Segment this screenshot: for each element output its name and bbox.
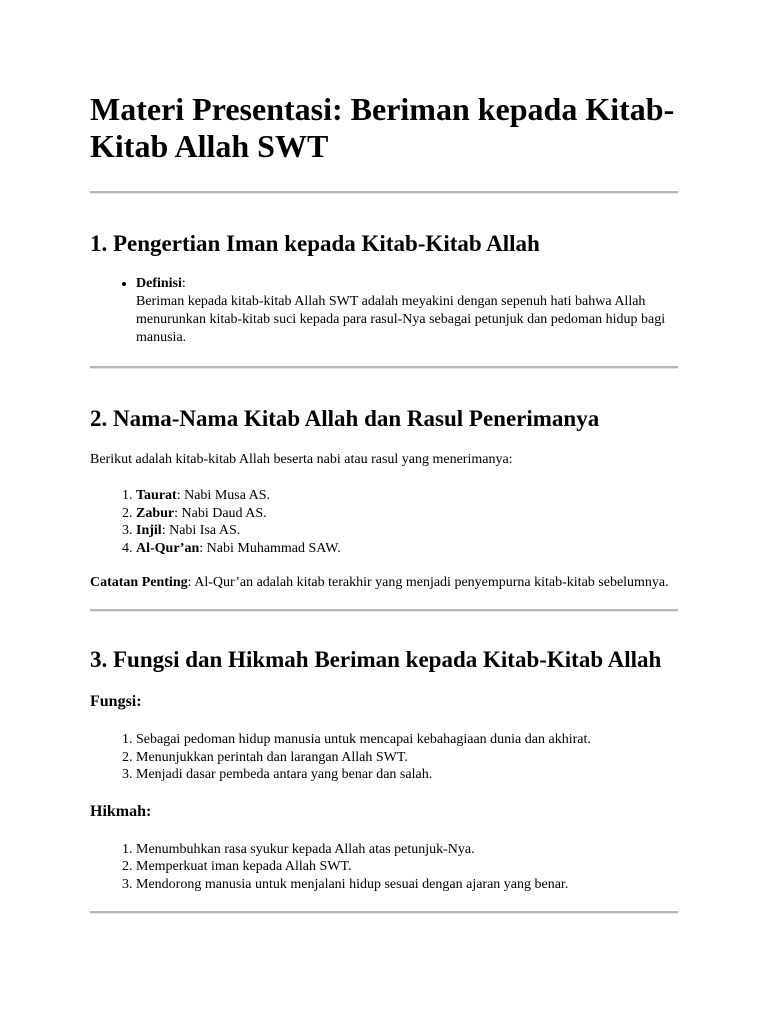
fungsi-list xyxy=(90,731,678,784)
kitab-name: Taurat xyxy=(136,488,177,503)
kitab-name: Zabur xyxy=(136,505,175,521)
note-text: : Al-Qur’an adalah kitab terakhir yang menjadi penyempurna kitab-kitab sebelumnya. xyxy=(187,575,669,590)
kitab-name: Injil xyxy=(136,523,162,538)
list-item: 1. Sebagai pedoman hidup manusia untuk mencapai kebahagiaan dunia dan akhirat. xyxy=(136,731,678,749)
hikmah-list xyxy=(90,841,678,894)
page-title: Materi Presentasi: Beriman kepada Kitab-Kitab Allah SWT xyxy=(90,91,675,164)
fungsi-heading: Fungsi: xyxy=(90,693,142,710)
section-3-heading: 3. Fungsi dan Hikmah Beriman kepada Kitab-Kitab Allah xyxy=(90,647,662,672)
list-item: 2. Memperkuat iman kepada Allah SWT. xyxy=(136,858,678,876)
divider-2 xyxy=(90,366,678,369)
divider-3 xyxy=(90,609,678,612)
list-item: 3. Menjadi dasar pembeda antara yang benar dan salah. xyxy=(136,766,678,784)
definition-item xyxy=(136,275,678,347)
section-2-heading: 2. Nama-Nama Kitab Allah dan Rasul Penerimanya xyxy=(90,406,600,431)
section-1-heading: 1. Pengertian Iman kepada Kitab-Kitab Allah xyxy=(90,231,540,256)
list-item: 3. Mendorong manusia untuk menjalani hidup sesuai dengan ajaran yang benar. xyxy=(136,876,678,894)
definition-label: Definisi xyxy=(136,276,182,291)
divider-4 xyxy=(90,911,678,914)
rasul-name: : Nabi Muhammad SAW. xyxy=(199,540,341,556)
rasul-name: : Nabi Isa AS. xyxy=(161,523,241,538)
list-item xyxy=(136,487,678,505)
kitab-name: Al-Qur’an xyxy=(136,540,200,556)
rasul-name: : Nabi Daud AS. xyxy=(174,505,267,521)
section-2-intro: Berikut adalah kitab-kitab Allah beserta nabi atau rasul yang menerimanya: xyxy=(90,452,513,467)
list-item xyxy=(136,522,678,540)
list-item: 2. Menunjukkan perintah dan larangan Allah SWT. xyxy=(136,749,678,767)
note-label: Catatan Penting xyxy=(90,575,188,590)
important-note xyxy=(90,574,678,592)
hikmah-heading: Hikmah: xyxy=(90,802,152,820)
rasul-name: : Nabi Musa AS. xyxy=(176,488,271,503)
list-item xyxy=(136,505,678,523)
list-item xyxy=(136,540,678,558)
definition-text: Beriman kepada kitab-kitab Allah SWT adalah meyakini dengan sepenuh hati bahwa Allah menurunkan kitab-kitab suci kepada para rasul-Nya sebagai petunjuk dan pedoman hidup bagi manusia. xyxy=(136,294,666,345)
definition-colon: : xyxy=(181,276,186,291)
definition-list xyxy=(90,275,678,347)
kitab-list xyxy=(90,487,678,557)
divider-1 xyxy=(90,191,678,194)
list-item: 1. Menumbuhkan rasa syukur kepada Allah atas petunjuk-Nya. xyxy=(136,841,678,859)
